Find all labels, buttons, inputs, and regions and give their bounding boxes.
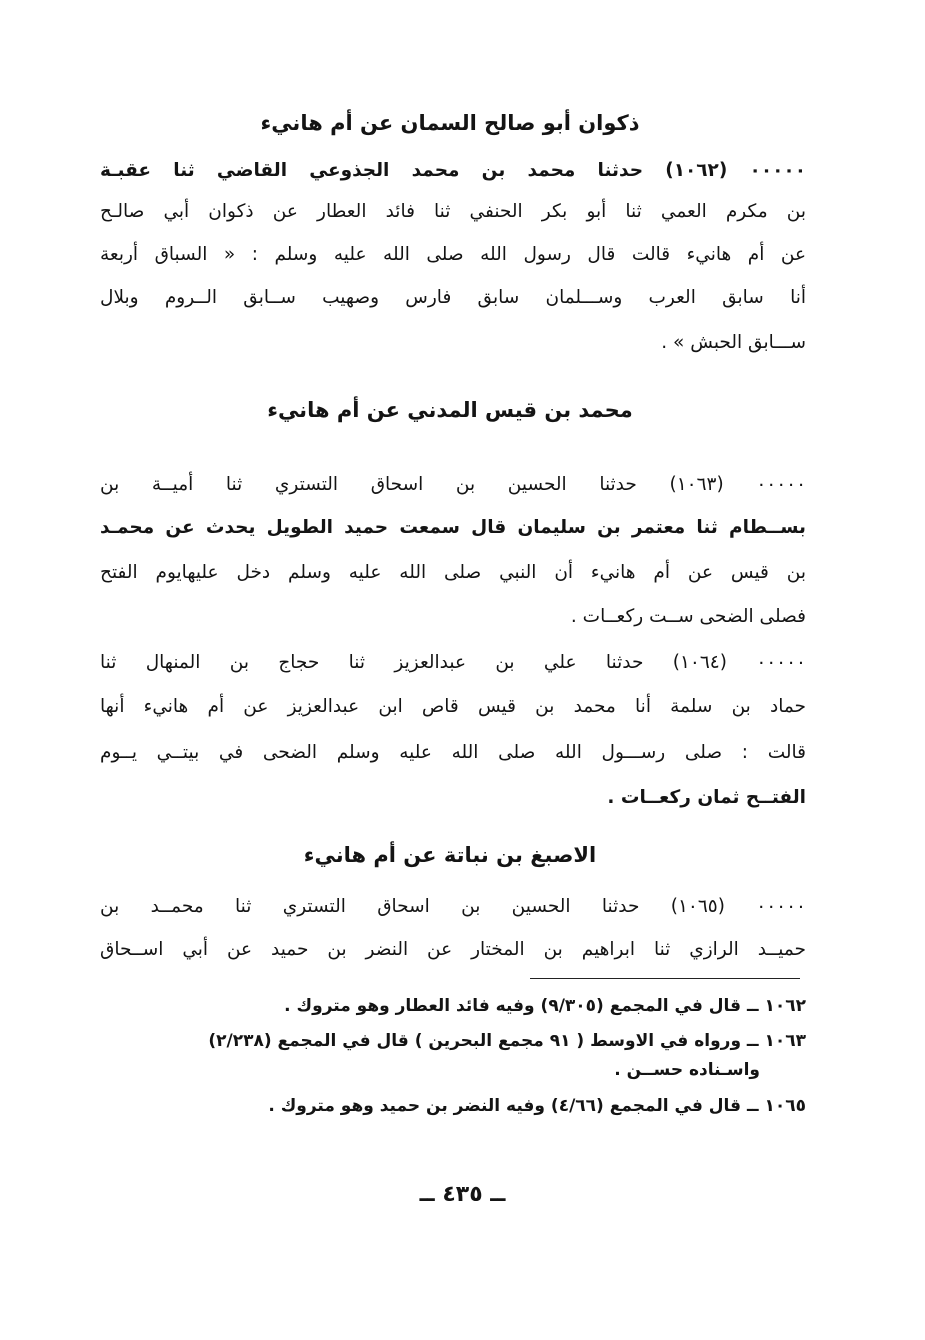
section-heading: ذكوان أبو صالح السمان عن أم هانيء [260, 111, 640, 135]
text-line: ســـابق الحبش » . [661, 332, 806, 353]
footnote-separator [530, 978, 800, 979]
text-line: ٠٠٠٠٠ (١٠٦٥) حدثنا الحسين بن اسحاق التستري ثنا محمــد بن [100, 896, 806, 917]
footnote-continuation: واسـناده حســن . [614, 1060, 760, 1080]
footnote: ١٠٦٣ ــ ورواه في الاوسط ( ٩١ مجمع البحرين ) قال في المجمع (٢/٢٣٨) [208, 1031, 806, 1051]
section-heading: محمد بن قيس المدني عن أم هانيء [267, 398, 633, 422]
text-line: الفتــح ثمان ركعــات . [607, 787, 806, 808]
text-line: أنا سابق العرب وســـلمان سابق فارس وصهيب ســابق الــروم وبلال [100, 287, 806, 308]
text-line: ٠٠٠٠٠ (١٠٦٢) حدثنا محمد بن محمد الجذوعي القاضي ثنا عقبـة [100, 160, 806, 181]
text-line: بن قيس عن أم هانيء أن النبي صلى الله عليه وسلم دخل عليهايوم الفتح [100, 562, 806, 583]
text-line: قالت : صلى رســـول الله صلى الله عليه وسلم الضحى في بيتــي يــوم [100, 742, 806, 763]
text-line: بن مكرم العمي ثنا أبو بكر الحنفي ثنا فائد العطار عن ذكوان أبي صالـح [100, 201, 806, 222]
section-heading: الاصبغ بن نباتة عن أم هانيء [303, 843, 597, 867]
footnote: ١٠٦٢ ــ قال في المجمع (٩/٣٠٥) وفيه فائد العطار وهو متروك . [284, 996, 806, 1016]
text-line: ٠٠٠٠٠ (١٠٦٤) حدثنا علي بن عبدالعزيز ثنا حجاج بن المنهال ثنا [100, 652, 806, 673]
text-line: فصلى الضحى ســت ركعــات . [570, 606, 806, 627]
text-line: حماد بن سلمة أنا محمد بن قيس قاص ابن عبدالعزيز عن أم هانيء أنها [100, 696, 806, 717]
text-line: ٠٠٠٠٠ (١٠٦٣) حدثنا الحسين بن اسحاق التستري ثنا أميــة بن [100, 474, 806, 495]
text-line: حميــد الرازي ثنا ابراهيم بن المختار عن النضر بن حميد عن أبي اســحاق [100, 939, 806, 960]
text-line: بســطام ثنا معتمر بن سليمان قال سمعت حميد الطويل يحدث عن محمـد [100, 517, 806, 538]
text-line: عن أم هانيء قالت قال رسول الله صلى الله عليه وسلم : « السباق أربعة [100, 244, 806, 265]
footnote: ١٠٦٥ ــ قال في المجمع (٤/٦٦) وفيه النضر بن حميد وهو متروك . [268, 1096, 806, 1116]
page-number: ــ ٤٣٥ ــ [419, 1182, 506, 1207]
